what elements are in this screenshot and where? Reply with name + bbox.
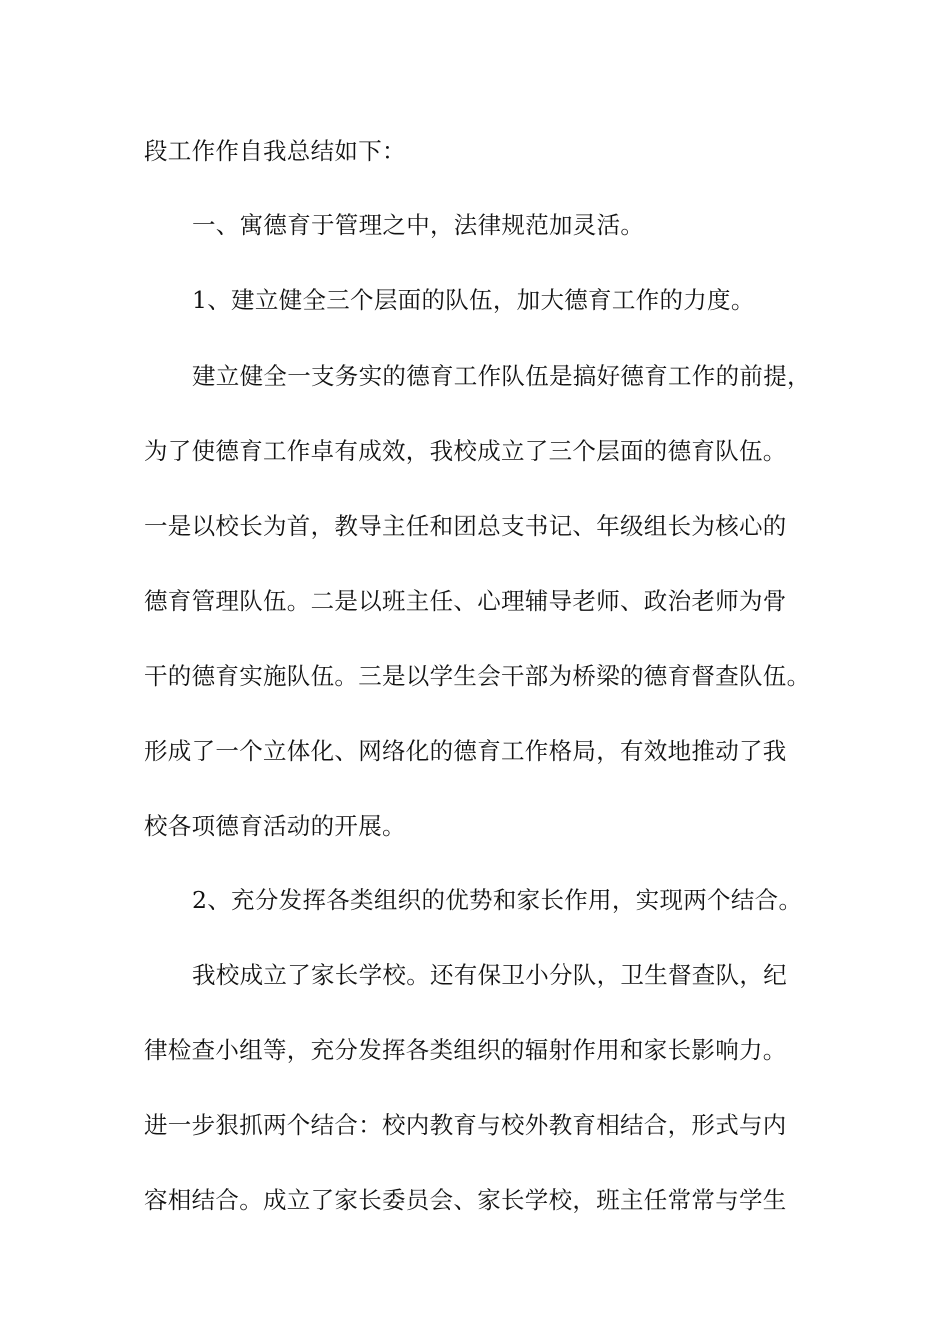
- paragraph-line: 校各项德育活动的开展。: [144, 812, 406, 840]
- paragraph-line: 进一步狠抓两个结合：校内教育与校外教育相结合，形式与内: [144, 1111, 787, 1139]
- paragraph-line: 律检查小组等，充分发挥各类组织的辐射作用和家长影响力。: [144, 1036, 787, 1064]
- text-line: 段工作作自我总结如下：: [144, 137, 406, 165]
- section-heading: 一、寓德育于管理之中，法律规范加灵活。: [192, 211, 645, 239]
- paragraph-line: 干的德育实施队伍。三是以学生会干部为桥梁的德育督查队伍。: [144, 662, 811, 690]
- paragraph-line: 建立健全一支务实的德育工作队伍是搞好德育工作的前提，: [192, 362, 811, 390]
- paragraph-line: 容相结合。成立了家长委员会、家长学校，班主任常常与学生: [144, 1186, 787, 1214]
- paragraph-line: 为了使德育工作卓有成效，我校成立了三个层面的德育队伍。: [144, 437, 787, 465]
- paragraph-line: 一是以校长为首，教导主任和团总支书记、年级组长为核心的: [144, 512, 787, 540]
- subsection-heading: 2、充分发挥各类组织的优势和家长作用，实现两个结合。: [192, 886, 803, 914]
- paragraph-line: 德育管理队伍。二是以班主任、心理辅导老师、政治老师为骨: [144, 587, 787, 615]
- paragraph-line: 我校成立了家长学校。还有保卫小分队，卫生督查队，纪: [192, 961, 787, 989]
- subsection-heading: 1、建立健全三个层面的队伍，加大德育工作的力度。: [192, 286, 755, 314]
- paragraph-line: 形成了一个立体化、网络化的德育工作格局，有效地推动了我: [144, 737, 787, 765]
